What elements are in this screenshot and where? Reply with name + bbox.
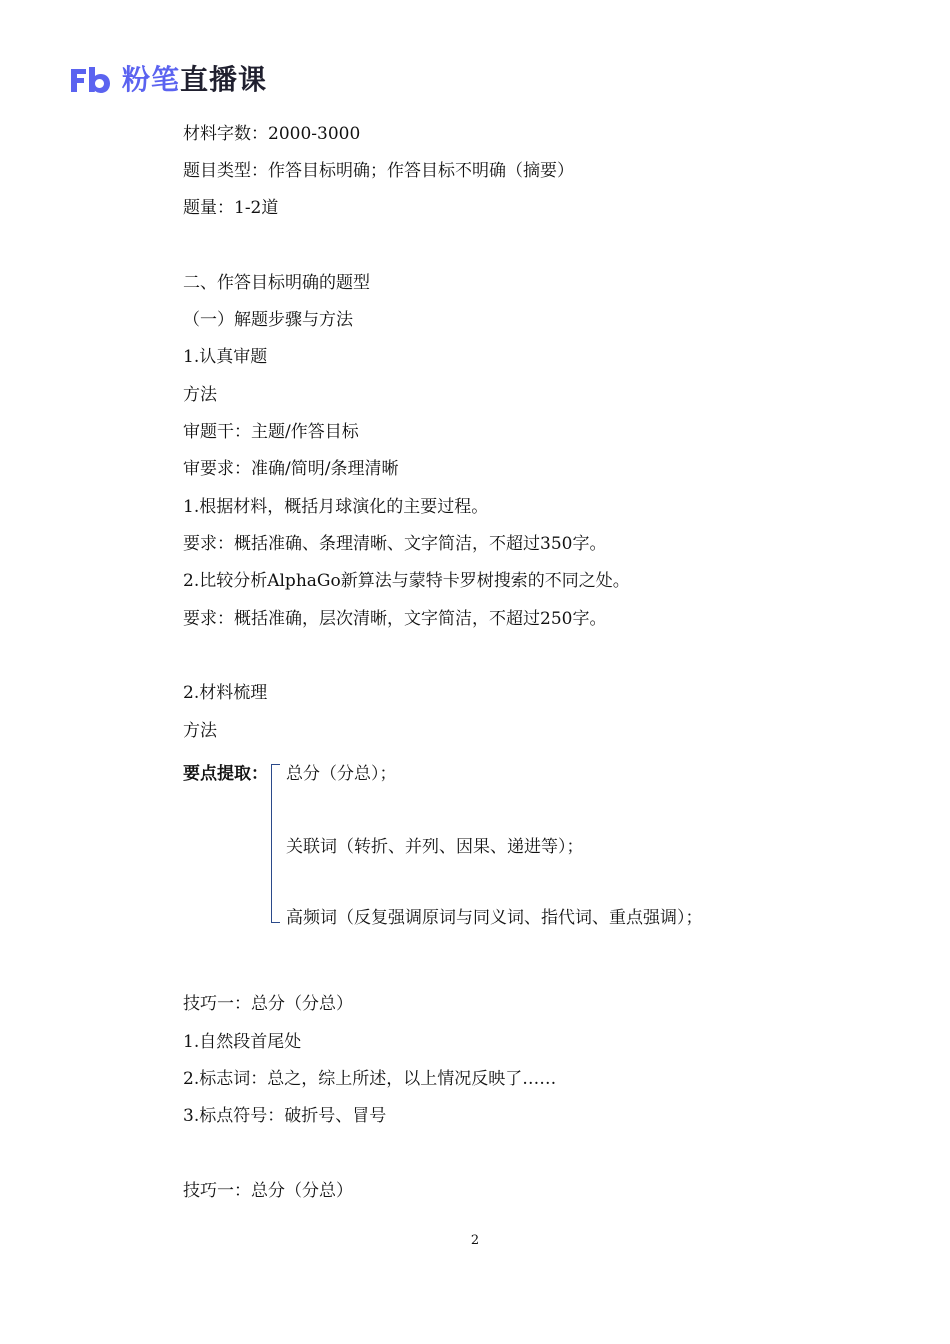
technique-item: 3.标点符号：破折号、冒号: [183, 1106, 387, 1126]
section-heading: 二、作答目标明确的题型: [183, 273, 370, 293]
logo-brand-text: 粉笔: [122, 63, 181, 96]
key-point-item: 总分（分总）；: [286, 764, 397, 784]
step1-title: 1.认真审题: [183, 347, 268, 367]
key-points-label: 要点提取：: [183, 764, 268, 784]
fb-logo-icon: [68, 65, 112, 95]
question-types: 题目类型：作答目标明确；作答目标不明确（摘要）: [183, 161, 574, 181]
technique-item: 1.自然段首尾处: [183, 1032, 302, 1052]
step2-title: 2.材料梳理: [183, 683, 268, 703]
key-point-item: 高频词（反复强调原词与同义词、指代词、重点强调）；: [286, 908, 703, 928]
sub-heading: （一）解题步骤与方法: [183, 310, 353, 330]
key-points-bracket: [271, 764, 280, 923]
question-count: 题量：1-2道: [183, 198, 279, 218]
example1-question: 1.根据材料，概括月球演化的主要过程。: [183, 497, 489, 517]
technique-item: 2.标志词：总之，综上所述，以上情况反映了……: [183, 1069, 557, 1089]
logo-wordmark: [122, 62, 267, 98]
example1-requirement: 要求：概括准确、条理清晰、文字简洁，不超过350字。: [183, 534, 607, 554]
material-word-count: 材料字数：2000-3000: [183, 124, 361, 144]
example2-requirement: 要求：概括准确，层次清晰，文字简洁，不超过250字。: [183, 609, 607, 629]
examine-requirements: 审要求：准确/简明/条理清晰: [183, 459, 399, 479]
example2-question: 2.比较分析AlphaGo新算法与蒙特卡罗树搜索的不同之处。: [183, 571, 630, 591]
technique-title-repeat: 技巧一：总分（分总）: [183, 1181, 353, 1201]
examine-stem: 审题干：主题/作答目标: [183, 422, 359, 442]
page-number: 2: [470, 1233, 480, 1248]
technique-title: 技巧一：总分（分总）: [183, 994, 353, 1014]
logo-course-text: 直播课: [180, 63, 268, 96]
step2-method: 方法: [183, 721, 217, 741]
key-point-item: 关联词（转折、并列、因果、递进等）；: [286, 837, 584, 857]
brand-logo: [68, 62, 267, 98]
step1-method: 方法: [183, 385, 217, 405]
